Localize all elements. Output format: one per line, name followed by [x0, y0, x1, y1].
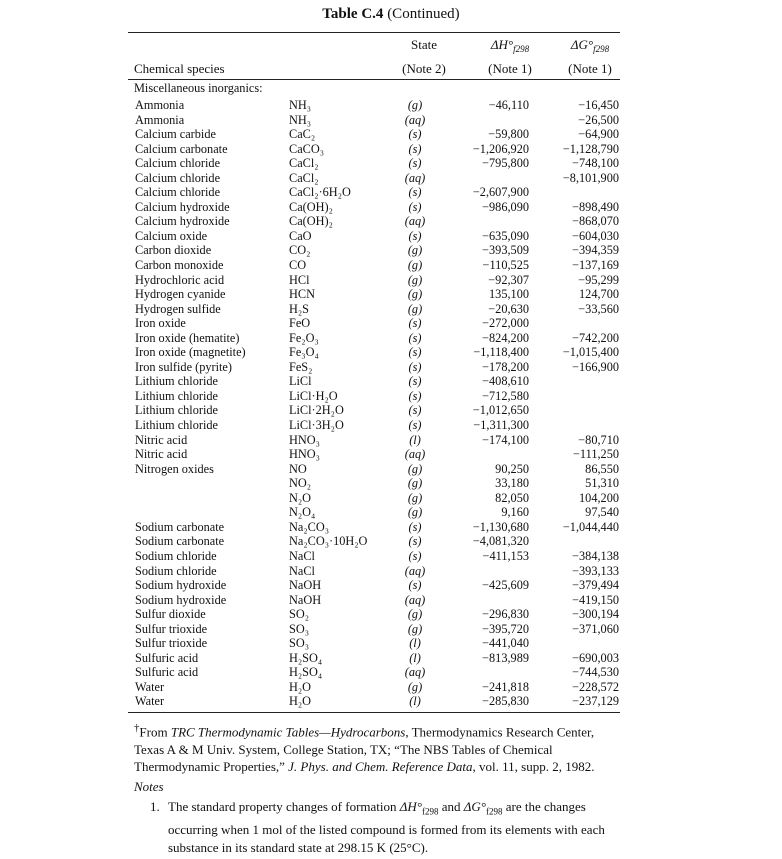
cell-delta-h: 9,160	[501, 505, 529, 520]
table-row	[130, 200, 619, 215]
table-row	[130, 258, 619, 273]
cell-state: (l)	[409, 694, 421, 709]
cell-state: (s)	[408, 316, 422, 331]
table-row	[130, 418, 619, 433]
cell-formula: SO₂	[289, 607, 310, 622]
cell-delta-g: −748,100	[572, 156, 619, 171]
cell-state: (g)	[407, 243, 423, 258]
cell-formula: LiCl·H₂O	[289, 388, 338, 403]
table-title-continued: (Continued)	[383, 6, 460, 22]
cell-state: (g)	[407, 461, 423, 476]
cell-delta-h: −813,989	[482, 650, 529, 665]
cell-formula: Ca(OH)₂	[289, 214, 333, 229]
header-delta-g-symbol: ΔG°	[570, 37, 594, 52]
cell-delta-h: −635,090	[482, 228, 529, 243]
header-delta-g-note: (Note 1)	[568, 61, 612, 76]
cell-delta-g: −868,070	[572, 214, 619, 229]
cell-delta-g: −95,299	[578, 272, 619, 287]
note-1-dg-sub: f298	[485, 806, 503, 817]
cell-state: (s)	[408, 519, 422, 534]
cell-state: (s)	[408, 359, 422, 374]
cell-species: Calcium hydroxide	[135, 199, 230, 214]
cell-delta-g: 104,200	[579, 490, 619, 505]
note-1	[150, 798, 610, 856]
cell-state: (s)	[408, 374, 422, 389]
cell-delta-h: −241,818	[482, 679, 529, 694]
cell-state: (s)	[408, 330, 422, 345]
table-row	[130, 491, 619, 506]
cell-state: (g)	[407, 98, 423, 112]
cell-delta-g: −33,560	[578, 301, 619, 316]
table-row	[130, 273, 619, 288]
footnote-volume: , vol. 11, supp. 2, 1982.	[472, 759, 595, 775]
cell-delta-g	[529, 316, 619, 331]
cell-formula: Fe₂O₃	[289, 330, 319, 345]
cell-delta-h: −46,110	[488, 98, 529, 112]
cell-formula: Na₂CO₃·10H₂O	[289, 534, 368, 549]
footnote-from: From	[139, 724, 171, 740]
cell-delta-h: 135,100	[489, 287, 529, 302]
cell-formula: CaC₂	[289, 127, 316, 142]
header-delta-g	[558, 37, 622, 54]
table-row	[130, 360, 619, 375]
footnote-journal: J. Phys. and Chem. Reference Data	[288, 759, 473, 775]
cell-species: Sodium hydroxide	[135, 578, 227, 593]
cell-species: Lithium chloride	[135, 418, 218, 433]
cell-state: (s)	[408, 403, 422, 418]
cell-delta-h: −1,311,300	[473, 418, 529, 433]
cell-formula: FeO	[289, 316, 311, 331]
cell-delta-g	[529, 389, 619, 404]
table-row	[130, 622, 619, 637]
note-1-dh-sub: f298	[421, 806, 439, 817]
cell-species: Sulfur trioxide	[135, 636, 208, 651]
cell-formula: NH₃	[289, 98, 312, 112]
cell-state: (s)	[408, 156, 422, 171]
table-row	[130, 447, 619, 462]
table-title-number: Table C.4	[322, 6, 384, 22]
table-row	[130, 316, 619, 331]
cell-delta-g: −898,490	[572, 199, 619, 214]
cell-species: Lithium chloride	[135, 374, 218, 389]
cell-delta-h: 90,250	[495, 461, 529, 476]
table-row	[130, 185, 619, 200]
cell-delta-g: −1,015,400	[562, 345, 619, 360]
cell-formula: LiCl·3H₂O	[289, 418, 344, 433]
cell-delta-g: −604,030	[572, 228, 619, 243]
cell-state: (s)	[408, 141, 422, 156]
cell-state: (s)	[408, 127, 422, 142]
cell-state: (s)	[408, 548, 422, 563]
cell-delta-g	[529, 403, 619, 418]
cell-delta-h	[441, 447, 529, 462]
cell-formula: NaCl	[289, 548, 315, 563]
table-row	[130, 520, 619, 535]
cell-state: (g)	[407, 505, 423, 520]
footnote	[134, 720, 610, 776]
cell-formula: FeS₂	[289, 359, 313, 374]
cell-state: (g)	[407, 301, 423, 316]
table-row	[130, 156, 619, 171]
cell-species	[130, 505, 289, 520]
cell-state: (s)	[408, 578, 422, 593]
cell-delta-g: −394,359	[572, 243, 619, 258]
header-rule	[128, 79, 620, 80]
cell-delta-h: −272,000	[482, 316, 529, 331]
cell-delta-h: −393,509	[482, 243, 529, 258]
header-delta-h-symbol: ΔH°	[490, 37, 514, 52]
table-row	[130, 433, 619, 448]
cell-species: Calcium chloride	[135, 185, 221, 200]
cell-delta-h: −425,609	[482, 578, 529, 593]
cell-delta-g: −137,169	[572, 258, 619, 273]
section-heading: Miscellaneous inorganics:	[134, 81, 263, 95]
footnote-text: , Thermodynamics Research Center, Texas A & M Univ. System, College Station, TX; “The NBS Tables of Chemical Thermodynamic Properties,”	[134, 724, 595, 775]
cell-delta-g	[529, 374, 619, 389]
table-row	[130, 651, 619, 666]
cell-delta-h: −4,081,320	[472, 534, 529, 549]
cell-state: (g)	[407, 607, 423, 622]
cell-delta-h	[441, 171, 529, 186]
cell-formula: HNO₃	[289, 447, 320, 462]
cell-formula: CaCO₃	[289, 141, 325, 156]
header-delta-g-sub: f298	[593, 44, 610, 54]
header-delta-h	[478, 37, 542, 54]
cell-formula: CaCl₂	[289, 170, 319, 185]
cell-formula: LiCl	[289, 374, 312, 389]
cell-species: Water	[135, 679, 165, 694]
table-row	[130, 374, 619, 389]
cell-species: Sulfur trioxide	[135, 621, 208, 636]
header-state-note: (Note 2)	[402, 61, 446, 76]
cell-delta-g: −166,900	[572, 359, 619, 374]
cell-delta-h	[441, 564, 529, 579]
cell-delta-h: −92,307	[488, 272, 529, 287]
cell-state: (s)	[408, 418, 422, 433]
cell-state: (l)	[409, 650, 421, 665]
cell-formula: HCl	[289, 272, 310, 287]
cell-delta-g: 97,540	[585, 505, 619, 520]
table-row	[130, 636, 619, 651]
cell-delta-h: −1,118,400	[473, 345, 529, 360]
table-row	[130, 243, 619, 258]
cell-formula: N₂O₄	[289, 505, 316, 520]
cell-delta-h: −296,830	[482, 607, 529, 622]
cell-species: Ammonia	[135, 98, 185, 112]
cell-formula: CO₂	[289, 243, 311, 258]
header-delta-h-sub: f298	[513, 44, 530, 54]
cell-species: Lithium chloride	[135, 403, 218, 418]
cell-formula: SO₃	[289, 636, 310, 651]
cell-state: (aq)	[404, 592, 426, 607]
cell-state: (aq)	[404, 112, 426, 127]
table-title	[0, 6, 782, 23]
table-row	[130, 665, 619, 680]
table-row	[130, 578, 619, 593]
cell-delta-h	[441, 665, 529, 680]
cell-formula: N₂O	[289, 490, 312, 505]
cell-delta-g: −8,101,900	[562, 170, 619, 185]
cell-delta-g: −371,060	[572, 621, 619, 636]
table-row	[130, 171, 619, 186]
table-row	[130, 564, 619, 579]
cell-species: Lithium chloride	[135, 388, 218, 403]
cell-species: Water	[135, 694, 165, 709]
cell-state: (s)	[408, 199, 422, 214]
cell-formula: LiCl·2H₂O	[289, 403, 344, 418]
cell-species: Calcium hydroxide	[135, 214, 230, 229]
note-1-dg-symbol: ΔG°	[463, 799, 486, 814]
cell-formula: SO₃	[289, 621, 310, 636]
cell-species: Hydrogen sulfide	[135, 301, 221, 316]
cell-formula: CaO	[289, 228, 312, 243]
cell-formula: NH₃	[289, 112, 312, 127]
cell-species: Sodium hydroxide	[135, 592, 227, 607]
cell-species: Iron sulfide (pyrite)	[135, 359, 232, 374]
cell-species: Iron oxide	[135, 316, 186, 331]
table-row	[130, 345, 619, 360]
cell-state: (s)	[408, 228, 422, 243]
cell-formula: NO₂	[289, 476, 312, 491]
cell-delta-h	[441, 113, 529, 128]
cell-delta-h: −2,607,900	[472, 185, 529, 200]
cell-formula: H₂SO₄	[289, 665, 323, 680]
cell-species: Iron oxide (magnetite)	[135, 345, 246, 360]
table-row	[130, 127, 619, 142]
cell-delta-h: −20,630	[488, 301, 529, 316]
cell-species: Calcium oxide	[135, 228, 208, 243]
cell-state: (aq)	[404, 665, 426, 680]
cell-state: (s)	[408, 185, 422, 200]
cell-delta-h	[441, 593, 529, 608]
cell-delta-g: −80,710	[578, 432, 619, 447]
table-row	[130, 462, 619, 477]
top-rule	[128, 32, 620, 33]
cell-delta-g: −1,044,440	[562, 519, 619, 534]
cell-delta-h: −285,830	[482, 694, 529, 709]
notes-label: Notes	[134, 779, 164, 794]
cell-state: (g)	[407, 476, 423, 491]
cell-species: Nitric acid	[135, 447, 188, 462]
table-row	[130, 287, 619, 302]
cell-formula: NaCl	[289, 563, 315, 578]
thermo-table-body	[130, 98, 619, 709]
cell-state: (g)	[407, 258, 423, 273]
cell-delta-h: 82,050	[495, 490, 529, 505]
cell-species	[130, 491, 289, 506]
cell-delta-h: −395,720	[482, 621, 529, 636]
cell-delta-g: −393,133	[572, 563, 619, 578]
cell-species: Nitric acid	[135, 432, 188, 447]
cell-formula: CO	[289, 258, 307, 273]
cell-species: Nitrogen oxides	[135, 461, 214, 476]
note-1-number: 1.	[150, 799, 160, 814]
cell-delta-g	[529, 534, 619, 549]
cell-formula: HNO₃	[289, 432, 320, 447]
cell-delta-g: −300,194	[572, 607, 619, 622]
header-species: Chemical species	[134, 61, 225, 76]
cell-state: (g)	[407, 679, 423, 694]
cell-species: Calcium chloride	[135, 170, 221, 185]
cell-delta-g: −111,250	[573, 447, 619, 462]
cell-delta-g: −16,450	[578, 98, 619, 112]
cell-delta-h: −1,206,920	[472, 141, 529, 156]
cell-delta-h: −178,200	[482, 359, 529, 374]
cell-state: (g)	[407, 287, 423, 302]
note-1-and: and	[438, 799, 464, 814]
cell-state: (g)	[407, 272, 423, 287]
cell-formula: NO	[289, 461, 307, 476]
note-1-dh-symbol: ΔH°	[399, 799, 422, 814]
table-row	[130, 607, 619, 622]
cell-delta-h: −986,090	[482, 199, 529, 214]
cell-species: Calcium carbonate	[135, 141, 228, 156]
cell-delta-h: −712,580	[482, 388, 529, 403]
cell-delta-h: −1,012,650	[472, 403, 529, 418]
cell-state: (aq)	[404, 170, 426, 185]
table-row	[130, 403, 619, 418]
cell-delta-g: −26,500	[578, 112, 619, 127]
cell-state: (g)	[407, 490, 423, 505]
note-1-intro: The standard property changes of formation	[168, 799, 400, 814]
cell-delta-h: −441,040	[482, 636, 529, 651]
table-row	[130, 694, 619, 709]
cell-delta-g	[529, 636, 619, 651]
table-row	[130, 113, 619, 128]
cell-formula: H₂SO₄	[289, 650, 323, 665]
cell-delta-h: −795,800	[482, 156, 529, 171]
cell-species: Sulfuric acid	[135, 650, 199, 665]
cell-state: (aq)	[404, 563, 426, 578]
note-1-text	[168, 798, 610, 856]
cell-delta-h: −110,525	[482, 258, 529, 273]
header-delta-h-note: (Note 1)	[488, 61, 532, 76]
cell-delta-g: −744,530	[572, 665, 619, 680]
cell-delta-g: −64,900	[578, 127, 619, 142]
cell-delta-g: 124,700	[579, 287, 619, 302]
cell-delta-g: −384,138	[572, 548, 619, 563]
cell-delta-g: 86,550	[585, 461, 619, 476]
cell-delta-h: −59,800	[488, 127, 529, 142]
cell-species: Sulfuric acid	[135, 665, 199, 680]
cell-state: (s)	[408, 388, 422, 403]
cell-formula: Na₂CO₃	[289, 519, 329, 534]
cell-delta-g: −228,572	[572, 679, 619, 694]
thermo-table	[130, 98, 619, 709]
cell-species: Sodium carbonate	[135, 534, 225, 549]
cell-delta-h: −824,200	[482, 330, 529, 345]
cell-state: (aq)	[404, 447, 426, 462]
cell-species: Sodium carbonate	[135, 519, 225, 534]
cell-delta-h: −174,100	[482, 432, 529, 447]
cell-species: Hydrochloric acid	[135, 272, 225, 287]
cell-state: (s)	[408, 345, 422, 360]
cell-delta-h	[441, 214, 529, 229]
table-row	[130, 214, 619, 229]
cell-state: (aq)	[404, 214, 426, 229]
table-row	[130, 331, 619, 346]
table-row	[130, 593, 619, 608]
table-row	[130, 534, 619, 549]
table-row	[130, 389, 619, 404]
bottom-rule	[128, 712, 620, 713]
cell-state: (l)	[409, 432, 421, 447]
cell-species: Sodium chloride	[135, 563, 217, 578]
cell-species	[130, 476, 289, 491]
footnote-dagger: †	[134, 722, 140, 734]
cell-formula: CaCl₂	[289, 156, 319, 171]
cell-formula: Fe₃O₄	[289, 345, 319, 360]
table-row	[130, 549, 619, 564]
cell-delta-g: −237,129	[572, 694, 619, 709]
cell-state: (s)	[408, 534, 422, 549]
cell-delta-h: −411,153	[482, 548, 529, 563]
table-row	[130, 680, 619, 695]
cell-formula: NaOH	[289, 578, 322, 593]
cell-species: Carbon dioxide	[135, 243, 212, 258]
cell-delta-h: −408,610	[482, 374, 529, 389]
cell-species: Sulfur dioxide	[135, 607, 206, 622]
cell-delta-g: −690,003	[572, 650, 619, 665]
cell-species: Carbon monoxide	[135, 258, 224, 273]
table-row	[130, 142, 619, 157]
cell-species: Sodium chloride	[135, 548, 217, 563]
cell-formula: H₂S	[289, 301, 310, 316]
cell-delta-h: −1,130,680	[472, 519, 529, 534]
cell-delta-g: −742,200	[572, 330, 619, 345]
header-state: State	[411, 37, 437, 52]
cell-formula: NaOH	[289, 592, 322, 607]
cell-species: Iron oxide (hematite)	[135, 330, 240, 345]
cell-formula: H₂O	[289, 679, 312, 694]
cell-species: Ammonia	[135, 112, 185, 127]
cell-delta-g	[529, 185, 619, 200]
cell-species: Calcium carbide	[135, 127, 216, 142]
cell-formula: Ca(OH)₂	[289, 199, 333, 214]
cell-formula: H₂O	[289, 694, 312, 709]
cell-species: Calcium chloride	[135, 156, 221, 171]
footnote-source-title: TRC Thermodynamic Tables—Hydrocarbons	[170, 724, 406, 740]
cell-formula: HCN	[289, 287, 315, 302]
cell-species: Hydrogen cyanide	[135, 287, 226, 302]
table-row	[130, 505, 619, 520]
cell-delta-g: −419,150	[572, 592, 619, 607]
cell-formula: CaCl₂·6H₂O	[289, 185, 351, 200]
table-row	[130, 98, 619, 113]
cell-state: (l)	[409, 636, 421, 651]
cell-delta-h: 33,180	[495, 476, 529, 491]
cell-delta-g: 51,310	[585, 476, 619, 491]
cell-delta-g: −1,128,790	[562, 141, 619, 156]
table-row	[130, 302, 619, 317]
cell-state: (g)	[407, 621, 423, 636]
cell-delta-g	[529, 418, 619, 433]
table-row	[130, 229, 619, 244]
note-1-body: are the changes occurring when 1 mol of the listed compound is formed from its elements with each substance in its standard state at 298.15 K (25°C).	[168, 799, 605, 855]
table-row	[130, 476, 619, 491]
cell-delta-g: −379,494	[572, 578, 619, 593]
